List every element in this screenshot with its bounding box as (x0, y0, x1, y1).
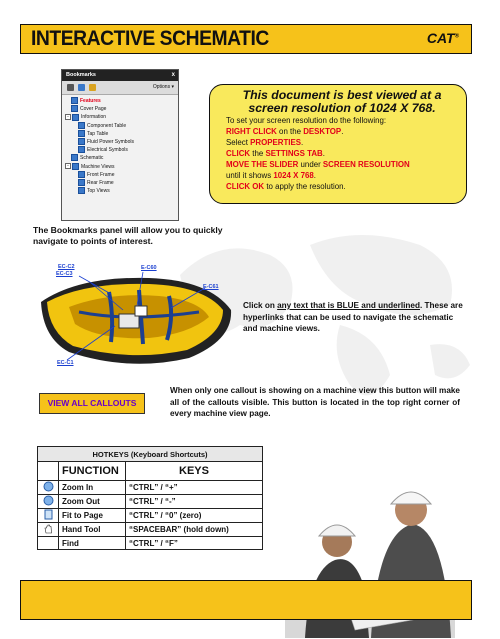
hotkey-function: Find (59, 537, 126, 550)
collapse-icon[interactable]: − (66, 114, 70, 120)
empty-icon-cell (38, 537, 59, 550)
bookmark-item[interactable] (65, 97, 178, 105)
footer-bar (20, 580, 472, 620)
bookmark-page-icon (78, 179, 85, 186)
plain-text: to apply the resolution. (264, 182, 346, 191)
highlight-text: CLICK (226, 149, 251, 158)
new-bookmark-icon[interactable] (78, 84, 85, 91)
bookmark-page-icon (72, 114, 79, 121)
bookmark-page-icon (71, 97, 78, 104)
machine-view-image (39, 262, 235, 372)
plain-text: . (313, 171, 316, 180)
callout-link[interactable]: EC-C2 (58, 264, 75, 270)
highlight-text: MOVE THE SLIDER (226, 160, 299, 169)
resolution-step (226, 148, 458, 159)
bookmark-item[interactable] (65, 130, 178, 138)
resolution-step (226, 170, 458, 181)
hotkey-function: Zoom In (59, 481, 126, 495)
hardhat-icon (391, 492, 431, 504)
resolution-step (226, 126, 458, 137)
plain-text: under (298, 160, 323, 169)
bookmark-label: Rear Frame (87, 179, 114, 186)
hotkey-keys: “SPACEBAR” (hold down) (126, 523, 263, 537)
bookmarks-toolbar (62, 81, 178, 95)
view-all-callouts-description: When only one callout is showing on a machine view this button will make all of the callouts visible. This button is located in the top right corner of every machine view page. (170, 386, 460, 418)
highlight-text: RIGHT CLICK (226, 127, 277, 136)
plain-text: . (341, 127, 344, 136)
bookmark-page-icon (78, 146, 85, 153)
callout-link[interactable]: EC-C3 (56, 271, 73, 277)
bookmark-label: Machine Views (81, 163, 115, 170)
resolution-step (226, 115, 458, 126)
bookmark-item[interactable] (65, 163, 178, 171)
hotkey-keys: “CTRL” / “F” (126, 537, 263, 550)
hand-tool-icon (38, 523, 59, 537)
bookmark-page-icon (72, 163, 79, 170)
bookmark-item[interactable] (65, 113, 178, 121)
hotkey-row (38, 523, 263, 537)
page-title: INTERACTIVE SCHEMATIC (31, 27, 269, 50)
resolution-step (226, 159, 458, 170)
bookmark-label: Information (81, 114, 107, 121)
resolution-heading: This document is best viewed at a screen resolution of 1024 X 768. (242, 88, 442, 115)
hotkey-function: Fit to Page (59, 509, 126, 523)
bookmark-page-icon (78, 171, 85, 178)
bookmarks-caption: The Bookmarks panel will allow you to quickly navigate to points of interest. (33, 225, 223, 246)
highlight-text: DESKTOP (303, 127, 342, 136)
bookmark-label: Electrical Symbols (87, 147, 128, 154)
hotkey-row (38, 537, 263, 550)
hardhat-icon (319, 525, 355, 536)
hotkeys-caption: HOTKEYS (Keyboard Shortcuts) (38, 447, 263, 462)
highlight-text: SCREEN RESOLUTION (322, 160, 410, 169)
bookmark-label: Features (80, 98, 101, 104)
bookmarks-panel (61, 69, 179, 221)
bookmark-page-icon (71, 154, 78, 161)
resolution-notice (209, 84, 467, 204)
resolution-instructions (226, 115, 458, 192)
bookmark-item[interactable] (65, 154, 178, 162)
highlight-text: CLICK OK (226, 182, 265, 191)
hyperlink-info: Click on any text that is BLUE and underlined. These are hyperlinks that can be used to navigate the schematic and machine views. (243, 301, 463, 333)
highlight-text: PROPERTIES (250, 138, 301, 147)
hotkey-keys: “CTRL” / “+” (126, 481, 263, 495)
bookmark-page-icon (71, 105, 78, 112)
bookmark-item[interactable] (65, 187, 178, 195)
view-all-callouts-button[interactable]: VIEW ALL CALLOUTS (39, 393, 145, 414)
callout-link[interactable]: E-C61 (203, 284, 219, 290)
bookmark-page-icon (78, 187, 85, 194)
plain-text: . (322, 149, 325, 158)
bookmarks-panel-title: Bookmarks x (62, 70, 178, 81)
fit-page-icon (38, 509, 59, 523)
delete-bookmark-icon[interactable] (67, 84, 74, 91)
bookmarks-list (62, 95, 178, 195)
bookmark-label: Schematic (80, 155, 104, 162)
icon-column-header (38, 462, 59, 481)
highlight-text: 1024 X 768 (273, 171, 314, 180)
bookmark-page-icon (78, 138, 85, 145)
hotkey-function: Hand Tool (59, 523, 126, 537)
options-menu[interactable]: Options ▾ (152, 84, 174, 90)
plain-text: To set your screen resolution do the following: (226, 116, 387, 125)
bookmark-page-icon (78, 130, 85, 137)
resolution-step (226, 181, 458, 192)
bookmark-page-icon (78, 122, 85, 129)
bookmark-label: Component Table (87, 122, 127, 129)
hotkey-keys: “CTRL” / “0” (zero) (126, 509, 263, 523)
keys-column-header: KEYS (126, 462, 263, 481)
header-bar (20, 24, 472, 54)
bookmark-item[interactable] (65, 122, 178, 130)
zoom-out-icon (38, 495, 59, 509)
bookmark-label: Top Views (87, 188, 110, 195)
close-icon[interactable]: x (171, 72, 175, 78)
component-block-small (135, 306, 147, 316)
bookmark-label: Tap Table (87, 130, 109, 137)
hotkey-function: Zoom Out (59, 495, 126, 509)
resolution-step (226, 137, 458, 148)
hotkey-row (38, 495, 263, 509)
hotkey-keys: “CTRL” / “-” (126, 495, 263, 509)
expand-bookmark-icon[interactable] (89, 84, 96, 91)
cat-logo: CAT® (426, 30, 459, 46)
highlight-text: SETTINGS TAB (265, 149, 323, 158)
plain-text: . (301, 138, 304, 147)
collapse-icon[interactable]: − (66, 163, 70, 169)
bookmark-item[interactable] (65, 105, 178, 113)
plain-text: on the (276, 127, 304, 136)
bookmark-item[interactable] (65, 146, 178, 154)
bookmark-label: Fluid Power Symbols (87, 138, 134, 145)
plain-text: until it shows (226, 171, 274, 180)
function-column-header: FUNCTION (59, 462, 126, 481)
zoom-in-icon (38, 481, 59, 495)
callout-link[interactable]: EC-C1 (57, 360, 74, 366)
hotkeys-table (37, 446, 263, 550)
plain-text: Select (226, 138, 251, 147)
bookmark-item[interactable] (65, 138, 178, 146)
hyperlink-example: any text that is BLUE and underlined (277, 301, 420, 310)
plain-text: the (250, 149, 266, 158)
bookmark-label: Front Frame (87, 171, 115, 178)
hotkey-row (38, 481, 263, 495)
bookmark-label: Cover Page (80, 106, 107, 113)
bookmark-item[interactable] (65, 179, 178, 187)
hotkey-row (38, 509, 263, 523)
callout-link[interactable]: E-C60 (141, 265, 157, 271)
bookmark-item[interactable] (65, 171, 178, 179)
